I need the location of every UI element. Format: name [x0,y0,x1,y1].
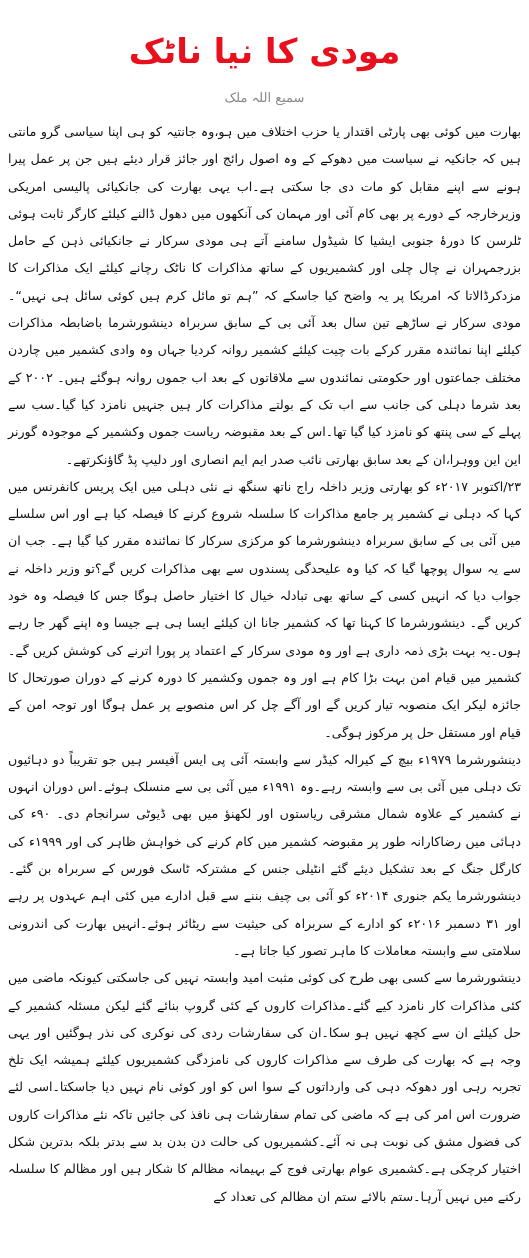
article-paragraph: بھارت میں کوئی بھی پارٹی اقتدار یا حزب اختلاف میں ہو،وہ جانتیہ کو ہی اپنا سیاسی گرو مانتی ہیں کہ جانکیہ نے سیاست میں دھوکے کے وہ اصول رائج اور جائز قرار دیئے ہیں جن پر عمل پیرا ہونے سے اپنے مقابل کو مات دی جا سکتی ہے۔اب یہی بھارت کی جانکیائی پالیسی امریکی وزیرخارجہ کے دورے پر بھی کام آئی اور مہمان کی آنکھوں میں دھول ڈالنے کیلئے کارگر ثابت ہوئی ٹلرسن کا دورۂ جنوبی ایشیا کا شیڈول سامنے آتے ہی مودی سرکار نے جانکیائی ذہن کے حامل بزرجمہران نے چال چلی اور کشمیریوں کے ساتھ مذاکرات کا ناٹک رچانے کیلئے ایک مذاکرات کا مزدکرڈالاتا کہ امریکا پر یہ واضح کیا جاسکے کہ ”ہم تو مائل کرم ہیں کوئی سائل ہی نہیں“۔مودی سرکار نے ساڑھے تین سال بعد آئی بی کے سابق سربراہ دینشورشرما باضابطہ مذاکرات کیلئے اپنا نمائندہ مقرر کرکے بات چیت کیلئے کشمیر روانہ کردیا جہاں وہ وادی کشمیر میں چاردن مختلف جماعتوں اور حکومتی نمائندوں سے ملاقاتوں کے بعد اب جموں روانہ ہوگئے ہیں۔ ۲۰۰۲ کے بعد شرما دہلی کی جانب سے اب تک کے بولتے مذاکرات کار ہیں جنہیں نامزد کیا گیا۔سب سے پہلے کے سی پنتھ کو نامزد کیا گیا تھا۔اس کے بعد مقبوضہ ریاست جموں وکشمیر کے موجودہ گورنر این این ووہرا،ان کے بعد سابق بھارتی نائب صدر ایم ایم انصاری اور دلیپ پڈ گاؤنکرتھے۔ [8,124,521,467]
article-headline: مودی کا نیا ناٹک [128,32,401,72]
article-paragraph: ۲۳/اکتوبر ۲۰۱۷ء کو بھارتی وزیر داخلہ راج ناتھ سنگھ نے نئی دہلی میں ایک پریس کانفرنس میں کہا کہ دہلی نے کشمیر پر جامع مذاکرات کا سلسلہ شروع کرنے کا فیصلہ کیا ہے اور اس سلسلے میں آئی بی کے سابق سربراہ دینشورشرما کو مرکزی سرکار کا نمائندہ مقرر کیا گیا ہے۔ جب ان سے یہ سوال پوچھا گیا کہ کیا وہ علیحدگی پسندوں سے بھی مذاکرات کریں گے؟تو وزیر داخلہ نے جواب دیا کہ انہیں کسی کے ساتھ بھی تبادلہ خیال کا اختیار حاصل ہوگا جس کا فیصلہ وہ خود کریں گے۔ دینشورشرما کا کہنا تھا کہ کشمیر جانا ان کیلئے ایسا ہی ہے جیسا وہ اپنے گھر جا رہے ہوں۔یہ بہت بڑی ذمہ داری ہے اور وہ مودی سرکار کے اعتماد پر پورا اترنے کی کوشش کریں گے۔کشمیر میں قیام امن بہت بڑا کام ہے اور وہ جموں وکشمیر کا دورہ کرنے کے دوران صورتحال کا جائزہ لیکر ایک منصوبہ تیار کریں گے اور آگے چل کر اس منصوبے پر عمل ہوگا اور توجہ امن کے قیام اور مستقل حل پر مرکوز ہوگی۔ [8,478,521,740]
article-paragraph: دینشورشرما سے کسی بھی طرح کی کوئی مثبت امید وابستہ نہیں کی جاسکتی کیونکہ ماضی میں کئی مذاکرات کار نامزد کیے گئے۔مذاکرات کاروں کے کئی گروپ بنائے گئے لیکن مسئلہ کشمیر کے حل کیلئے ان سے کچھ نہیں ہو سکا۔ان کی سفارشات ردی کی نوکری کی نذر ہوگئیں اور یہی وجہ ہے کہ بھارت کی طرف سے مذاکرات کاروں کی نامزدگی کشمیریوں کیلئے ہمیشہ ایک تلخ تجربہ رہی اور دھوکہ دہی کی وارداتوں کے سوا اس کو اور کوئی نام نہیں دیا جاسکتا۔اسی لئے ضرورت اس امر کی ہے کہ ماضی کی تمام سفارشات ہی نافذ کی جائیں تاکہ نئے مذاکرات کاروں کی فضول مشق کی نوبت ہی نہ آئے۔کشمیریوں کی حالت دن بدن بد سے بدتر بلکہ بدترین شکل اختیار کرچکی ہے۔کشمیری عوام بھارتی فوج کے بہیمانہ مظالم کا شکار ہیں اور مظالم کا سلسلہ رکنے میں نہیں آرہا۔ستم بالائے ستم ان مظالم کی تعداد کے [8,970,521,1204]
article-paragraph: دینشورشرما ۱۹۷۹ء بیچ کے کیرالہ کیڈر سے وابستہ آئی پی ایس آفیسر ہیں جو تقریباً دو دہائیوں تک دہلی میں آئی بی سے وابستہ رہے۔وہ ۱۹۹۱ء میں آئی بی سے منسلک ہوئے۔اس دوران انہوں نے کشمیر کے علاوہ شمال مشرقی ریاستوں اور لکھنؤ میں بھی ڈیوٹی سرانجام دی۔ ۹۰ء کی دہائی میں رضاکارانہ طور پر مقبوضہ کشمیر میں کام کرنے کی خواہش ظاہر کی اور ۱۹۹۹ء کی کارگل جنگ کے بعد تشکیل دیئے گئے انٹیلی جنس کے مشترکہ ٹاسک فورس کے سربراہ بن گئے۔ دینشورشرما یکم جنوری ۲۰۱۴ء کو آئی بی چیف بننے سے قبل ادارے میں کئی اہم عہدوں پر رہے اور ۳۱ دسمبر ۲۰۱۶ء کو ادارے کے سربراہ کی حیثیت سے ریٹائر ہوئے۔انہیں بھارت کی اندرونی سلامتی سے وابستہ معاملات کا ماہر تصور کیا جاتا ہے۔ [8,751,522,958]
author-byline: سمیع اللہ ملک [224,91,305,106]
article-body [8,118,521,1210]
